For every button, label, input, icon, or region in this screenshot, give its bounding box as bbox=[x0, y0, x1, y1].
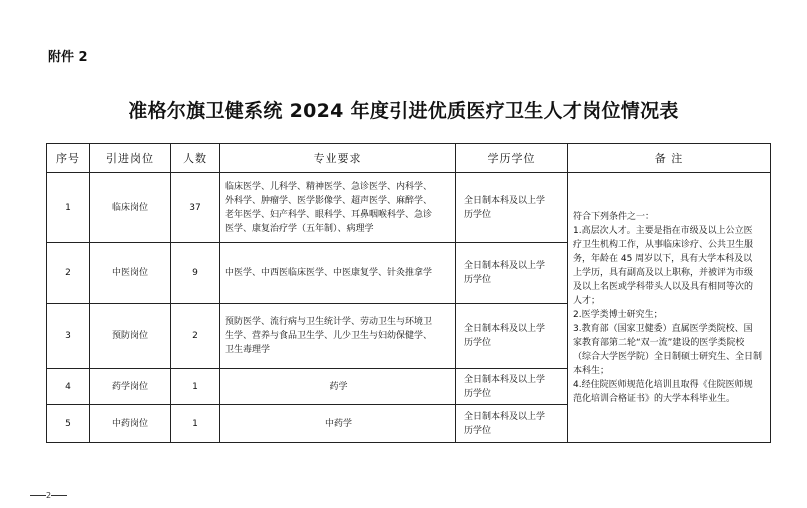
note-line: （综合大学医学院）全日制硕士研究生、全日制 bbox=[573, 351, 763, 362]
row-position: 中药岗位 bbox=[90, 405, 171, 443]
education-line: 历学位 bbox=[464, 275, 492, 285]
header-count: 人数 bbox=[171, 144, 220, 173]
row-education bbox=[456, 173, 568, 243]
notes-cell bbox=[568, 173, 771, 443]
education-line: 历学位 bbox=[464, 425, 492, 436]
note-line: 人才； bbox=[573, 295, 601, 306]
education-line: 全日制本科及以上学 bbox=[464, 324, 546, 334]
note-line: 务，年龄在 45 周岁以下，具有大学本科及以 bbox=[573, 253, 753, 264]
row-position: 中医岗位 bbox=[90, 243, 171, 304]
major-line: 药学 bbox=[329, 381, 348, 392]
row-majors bbox=[220, 369, 456, 405]
row-majors bbox=[220, 405, 456, 443]
major-line: 生学、营养与食品卫生学、儿少卫生与妇幼保健学、 bbox=[225, 331, 433, 341]
positions-table bbox=[46, 143, 771, 443]
note-line: 及以上名医或学科带头人以及具有相同等次的 bbox=[573, 281, 754, 292]
header-notes: 备 注 bbox=[568, 144, 771, 173]
page-number-text: 2 bbox=[46, 491, 52, 500]
header-no: 序号 bbox=[47, 144, 90, 173]
note-line: 上学历，具有副高及以上职称，并被评为市级 bbox=[573, 267, 754, 278]
row-count: 1 bbox=[171, 369, 220, 405]
note-line: 家教育部第二轮“双一流”建设的医学类院校 bbox=[573, 337, 745, 348]
education-line: 历学位 bbox=[464, 338, 492, 348]
attachment-label: 附件 2 bbox=[48, 50, 88, 65]
note-line: 疗卫生机构工作，从事临床诊疗、公共卫生服 bbox=[573, 239, 754, 250]
major-line: 中药学 bbox=[324, 418, 352, 429]
note-line: 符合下列条件之一： bbox=[573, 211, 655, 222]
row-no: 1 bbox=[47, 173, 90, 243]
row-majors bbox=[220, 304, 456, 369]
footer-dash-right bbox=[51, 495, 67, 496]
major-line: 中医学、中西医临床医学、中医康复学、针灸推拿学 bbox=[225, 268, 433, 278]
major-line: 卫生毒理学 bbox=[225, 345, 271, 355]
row-majors bbox=[220, 243, 456, 304]
header-education: 学历学位 bbox=[456, 144, 568, 173]
header-position: 引进岗位 bbox=[90, 144, 171, 173]
row-position: 药学岗位 bbox=[90, 369, 171, 405]
education-line: 历学位 bbox=[464, 209, 492, 220]
education-line: 全日制本科及以上学 bbox=[464, 374, 546, 385]
row-position: 预防岗位 bbox=[90, 304, 171, 369]
education-line: 全日制本科及以上学 bbox=[464, 195, 546, 206]
major-line: 医学、康复治疗学（五年制）、病理学 bbox=[225, 223, 374, 234]
footer-dash-left bbox=[30, 495, 46, 496]
row-education bbox=[456, 304, 568, 369]
row-count: 9 bbox=[171, 243, 220, 304]
education-line: 历学位 bbox=[464, 388, 492, 399]
row-majors bbox=[220, 173, 456, 243]
education-line: 全日制本科及以上学 bbox=[464, 261, 546, 271]
table-row bbox=[47, 173, 771, 243]
row-position: 临床岗位 bbox=[90, 173, 171, 243]
note-line: 范化培训合格证书》的大学本科毕业生。 bbox=[573, 393, 736, 404]
education-line: 全日制本科及以上学 bbox=[464, 411, 546, 422]
note-line: 3.教育部（国家卫健委）直属医学类院校、国 bbox=[573, 323, 753, 334]
note-line: 4.经住院医师规范化培训且取得《住院医师规 bbox=[573, 379, 753, 390]
note-line: 1.高层次人才。主要是指在市级及以上公立医 bbox=[573, 225, 753, 236]
major-line: 预防医学、流行病与卫生统计学、劳动卫生与环境卫 bbox=[225, 317, 433, 327]
row-no: 2 bbox=[47, 243, 90, 304]
row-education bbox=[456, 369, 568, 405]
note-line: 本科生； bbox=[573, 365, 610, 376]
page-number bbox=[30, 491, 67, 500]
row-count: 2 bbox=[171, 304, 220, 369]
row-count: 37 bbox=[171, 173, 220, 243]
note-line: 2.医学类博士研究生； bbox=[573, 309, 663, 320]
row-no: 4 bbox=[47, 369, 90, 405]
row-no: 3 bbox=[47, 304, 90, 369]
header-majors: 专业要求 bbox=[220, 144, 456, 173]
table-header-row bbox=[47, 144, 771, 173]
row-no: 5 bbox=[47, 405, 90, 443]
row-education bbox=[456, 243, 568, 304]
row-count: 1 bbox=[171, 405, 220, 443]
major-line: 临床医学、儿科学、精神医学、急诊医学、内科学、 bbox=[225, 181, 433, 192]
row-education bbox=[456, 405, 568, 443]
major-line: 老年医学、妇产科学、眼科学、耳鼻咽喉科学、急诊 bbox=[225, 209, 433, 220]
page-title: 准格尔旗卫健系统 2024 年度引进优质医疗卫生人才岗位情况表 bbox=[128, 100, 679, 122]
major-line: 外科学、肿瘤学、医学影像学、超声医学、麻醉学、 bbox=[225, 195, 433, 206]
